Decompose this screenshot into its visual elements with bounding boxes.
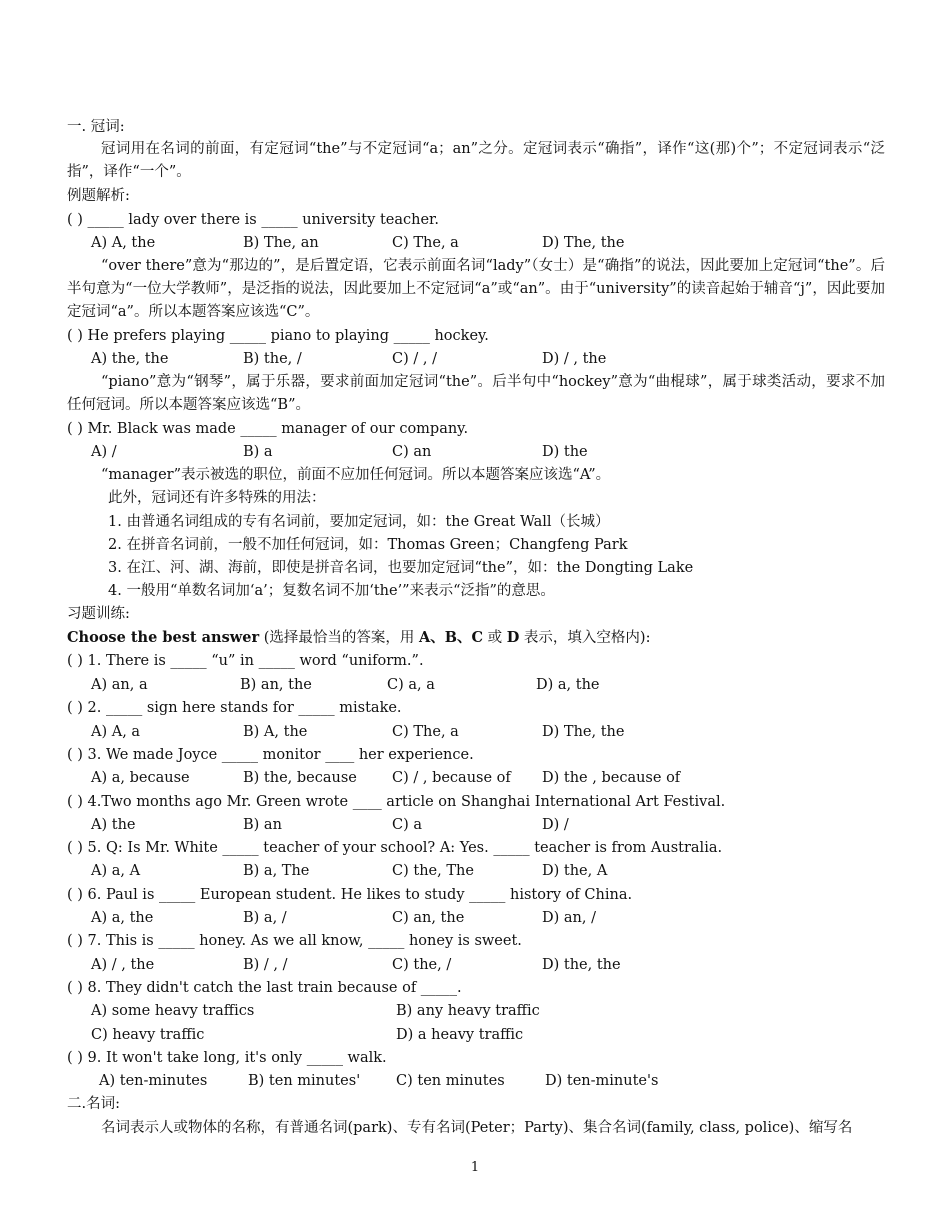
question-3: ( ) 3. We made Joyce _____ monitor ____ her experience. <box>67 747 474 763</box>
example-1-option-c: C) The, a <box>392 235 459 251</box>
question-9: ( ) 9. It won't take long, it's only _____ walk. <box>67 1050 387 1066</box>
example-3-option-a: A) / <box>91 444 117 460</box>
q1-option-a: A) an, a <box>91 677 148 693</box>
q6-option-c: C) an, the <box>392 910 465 926</box>
q1-option-c: C) a, a <box>387 677 435 693</box>
special-usage-1: 1. 由普通名词组成的专有名词前，要加定冠词，如：the Great Wall（长城） <box>108 514 610 530</box>
q8-option-a: A) some heavy traffics <box>91 1003 255 1019</box>
example-2-option-d: D) / , the <box>542 351 607 367</box>
q4-option-a: A) the <box>91 817 136 833</box>
q1-option-b: B) an, the <box>240 677 312 693</box>
example-question-3: ( ) Mr. Black was made _____ manager of our company. <box>67 421 469 437</box>
question-6: ( ) 6. Paul is _____ European student. He likes to study _____ history of China. <box>67 887 633 903</box>
q4-option-c: C) a <box>392 817 423 833</box>
q5-option-a: A) a, A <box>91 863 141 879</box>
instruction-bold: Choose the best answer <box>67 629 260 646</box>
question-8: ( ) 8. They didn't catch the last train because of _____. <box>67 980 462 996</box>
section-intro: 冠词用在名词的前面，有定冠词“the”与不定冠词“a；an”之分。定冠词表示“确指”，译作“这(那)个”；不定冠词表示“泛指”，译作“一个”。 <box>67 141 885 181</box>
section-2-intro: 名词表示人或物体的名称，有普通名词(park)、专有名词(Peter；Party)、集合名词(family, class, police)、缩写名 <box>101 1120 853 1136</box>
q2-option-c: C) The, a <box>392 724 459 740</box>
q7-option-c: C) the, / <box>392 957 452 973</box>
special-usage-intro: 此外，冠词还有许多特殊的用法： <box>108 490 326 506</box>
instruction-text: (选择最恰当的答案，用 <box>259 630 419 646</box>
examples-title: 例题解析: <box>67 188 130 204</box>
q8-option-b: B) any heavy traffic <box>396 1003 540 1019</box>
instruction-or: 或 <box>483 630 507 646</box>
instruction-letters: A、B、C <box>418 629 484 646</box>
q4-option-b: B) an <box>243 817 282 833</box>
example-3-option-c: C) an <box>392 444 432 460</box>
section-title-articles: 一. 冠词: <box>67 119 125 135</box>
question-2: ( ) 2. _____ sign here stands for _____ mistake. <box>67 700 402 716</box>
q3-option-b: B) the, because <box>243 770 357 786</box>
instruction-d: D <box>506 629 520 646</box>
example-3-option-d: D) the <box>542 444 588 460</box>
q7-option-b: B) / , / <box>243 957 288 973</box>
q9-option-b: B) ten minutes' <box>248 1073 361 1089</box>
q4-option-d: D) / <box>542 817 569 833</box>
example-2-option-c: C) / , / <box>392 351 437 367</box>
q2-option-d: D) The, the <box>542 724 625 740</box>
example-question-2: ( ) He prefers playing _____ piano to playing _____ hockey. <box>67 328 489 344</box>
example-question-1: ( ) _____ lady over there is _____ university teacher. <box>67 212 439 228</box>
special-usage-4: 4. 一般用“单数名词加‘a’；复数名词不加‘the’”来表示“泛指”的意思。 <box>108 583 555 599</box>
q7-option-a: A) / , the <box>91 957 155 973</box>
example-1-option-a: A) A, the <box>91 235 156 251</box>
q9-option-a: A) ten-minutes <box>99 1073 208 1089</box>
example-1-explanation: “over there”意为“那边的”，是后置定语，它表示前面名词“lady”（女士）是“确指”的说法，因此要加上定冠词“the”。后半句意为“一位大学教师”，是泛指的说法，因此要加上不定冠词“a”或“an”。由于“university”的读音起始于辅音“j”，因此要加定冠词“a”。所以本题答案应该选“C”。 <box>67 258 885 321</box>
example-2-option-b: B) the, / <box>243 351 302 367</box>
practice-title: 习题训练: <box>67 606 130 622</box>
q6-option-a: A) a, the <box>91 910 154 926</box>
q5-option-b: B) a, The <box>243 863 310 879</box>
q6-option-d: D) an, / <box>542 910 596 926</box>
special-usage-3: 3. 在江、河、湖、海前，即使是拼音名词，也要加定冠词“the”，如：the Dongting Lake <box>108 560 694 576</box>
q5-option-d: D) the, A <box>542 863 608 879</box>
question-5: ( ) 5. Q: Is Mr. White _____ teacher of your school? A: Yes. _____ teacher is from Australia. <box>67 840 723 856</box>
q8-option-c: C) heavy traffic <box>91 1027 205 1043</box>
q2-option-b: B) A, the <box>243 724 308 740</box>
q3-option-d: D) the , because of <box>542 770 681 786</box>
example-1-option-d: D) The, the <box>542 235 625 251</box>
q6-option-b: B) a, / <box>243 910 287 926</box>
q1-option-d: D) a, the <box>536 677 600 693</box>
example-3-option-b: B) a <box>243 444 273 460</box>
instruction-end: 表示，填入空格内): <box>519 630 651 646</box>
q2-option-a: A) A, a <box>91 724 141 740</box>
example-3-explanation: “manager”表示被选的职位，前面不应加任何冠词。所以本题答案应该选“A”。 <box>101 467 611 483</box>
q7-option-d: D) the, the <box>542 957 621 973</box>
q3-option-a: A) a, because <box>91 770 190 786</box>
example-2-explanation: “piano”意为“钢琴”，属于乐器，要求前面加定冠词“the”。后半句中“hockey”意为“曲棍球”，属于球类活动，要求不加任何冠词。所以本题答案应该选“B”。 <box>67 374 885 414</box>
q3-option-c: C) / , because of <box>392 770 511 786</box>
question-7: ( ) 7. This is _____ honey. As we all know, _____ honey is sweet. <box>67 933 522 949</box>
q9-option-d: D) ten-minute's <box>545 1073 659 1089</box>
q9-option-c: C) ten minutes <box>396 1073 505 1089</box>
q8-option-d: D) a heavy traffic <box>396 1027 524 1043</box>
question-1: ( ) 1. There is _____ “u” in _____ word “uniform.”. <box>67 653 424 669</box>
section-title-nouns: 二.名词: <box>67 1096 120 1112</box>
page-number: 1 <box>470 1160 480 1175</box>
q5-option-c: C) the, The <box>392 863 474 879</box>
practice-instruction <box>67 628 650 648</box>
example-2-option-a: A) the, the <box>91 351 169 367</box>
example-1-option-b: B) The, an <box>243 235 319 251</box>
question-4: ( ) 4.Two months ago Mr. Green wrote ____ article on Shanghai International Art Festival. <box>67 794 726 810</box>
special-usage-2: 2. 在拼音名词前，一般不加任何冠词，如：Thomas Green；Changfeng Park <box>108 537 628 553</box>
